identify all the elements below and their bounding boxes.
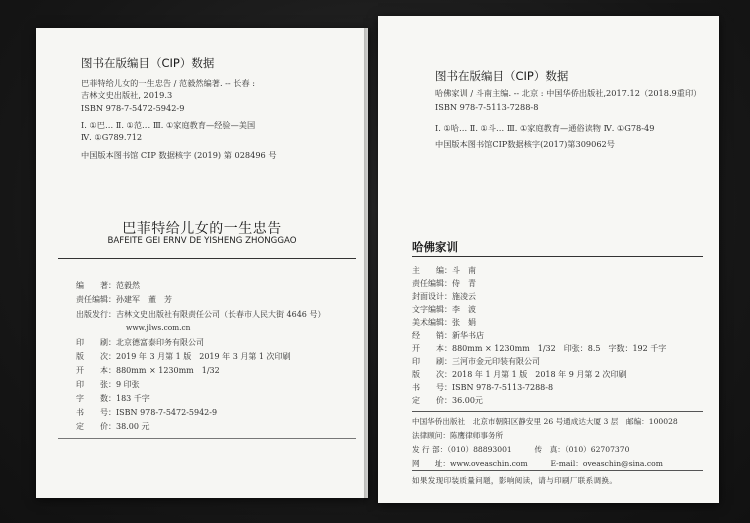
cip-line: Ⅰ. ①哈… Ⅱ. ①斗… Ⅲ. ①家庭教育—通俗读物 Ⅳ. ①G78-49 [435,123,655,133]
info-row: 印 刷：三河市金元印装有限公司 [412,357,540,366]
cip-line: Ⅰ. ①巴… Ⅱ. ①范… Ⅲ. ①家庭教育—经验—美国 [81,120,256,130]
info-row: 责任编辑：侍 青 [412,279,476,288]
divider [58,438,356,439]
info-row: 字 数：183 千字 [76,394,150,403]
cip-line: ISBN 978-7-5472-5942-9 [81,103,185,113]
info-row: 书 号：ISBN 978-7-5113-7288-8 [412,383,554,392]
info-row: 文字编辑：李 波 [412,305,476,314]
info-row: 书 号：ISBN 978-7-5472-5942-9 [76,408,218,417]
info-row: 开 本：880mm × 1230mm 1/32 [76,366,220,375]
cip-heading: 图书在版编目（CIP）数据 [81,56,215,70]
info-row: 印 张：9 印张 [76,380,140,389]
right-copyright-page [378,16,719,503]
divider [412,411,703,412]
left-copyright-page [36,28,368,498]
cip-line: 吉林文史出版社, 2019.3 [81,90,173,100]
divider [58,258,356,259]
divider [412,256,703,257]
cip-record: 中国版本图书馆 CIP 数据核字 (2019) 第 028496 号 [81,150,277,160]
book-title-pinyin: BAFEITE GEI ERNV DE YISHENG ZHONGGAO [107,236,297,246]
cip-heading: 图书在版编目（CIP）数据 [435,69,569,83]
info-row: 开 本：880mm × 1230mm 1/32 印张：8.5 字数：192 千字 [412,344,667,353]
publisher-address: 中国华侨出版社 北京市朝阳区静安里 26 号通成达大厦 3 层 邮编：100028 [412,417,678,426]
legal-advisor: 法律顾问：陈鹰律师事务所 [412,431,504,440]
info-row: 美术编辑：张 娟 [412,318,476,327]
info-row: 主 编：斗 南 [412,266,476,275]
cip-line: ISBN 978-7-5113-7288-8 [435,102,539,112]
info-row-website: www.jlws.com.cn [126,323,191,332]
cip-line: 哈佛家训 / 斗南主编. -- 北京 : 中国华侨出版社,2017.12（2018.9重印） [435,88,702,98]
divider [412,470,703,471]
info-row: 版 次：2018 年 1 月第 1 版 2018 年 9 月第 2 次印刷 [412,370,627,379]
info-row: 封面设计：施凌云 [412,292,476,301]
info-row: 定 价：38.00 元 [76,422,150,431]
contact-phone: 发 行 部：（010）88893001 传 真：（010）62707370 [412,445,630,454]
info-row: 出版发行：吉林文史出版社有限责任公司（长春市人民大街 4646 号） [76,310,326,319]
info-row: 印 刷：北京德富泰印务有限公司 [76,338,204,347]
cip-line: 巴菲特给儿女的一生忠告 / 范毅然编著. -- 长春 : [81,78,256,88]
cip-line: Ⅳ. ①G789.712 [81,132,143,142]
book-title: 哈佛家训 [412,240,458,254]
info-row: 版 次：2019 年 3 月第 1 版 2019 年 3 月第 1 次印刷 [76,352,291,361]
contact-web: 网 址：www.oveaschin.com E-mail：oveaschin@sina.com [412,459,663,468]
info-row: 定 价：36.00元 [412,396,483,405]
book-title: 巴菲特给儿女的一生忠告 [122,221,282,237]
quality-notice: 如果发现印装质量问题，影响阅读，请与印刷厂联系调换。 [412,476,618,485]
info-row: 编 著：范毅然 [76,281,140,290]
info-row: 经 销：新华书店 [412,331,484,340]
info-row: 责任编辑：孙建军 董 芳 [76,295,172,304]
cip-record: 中国版本图书馆CIP数据核字(2017)第309062号 [435,139,615,149]
